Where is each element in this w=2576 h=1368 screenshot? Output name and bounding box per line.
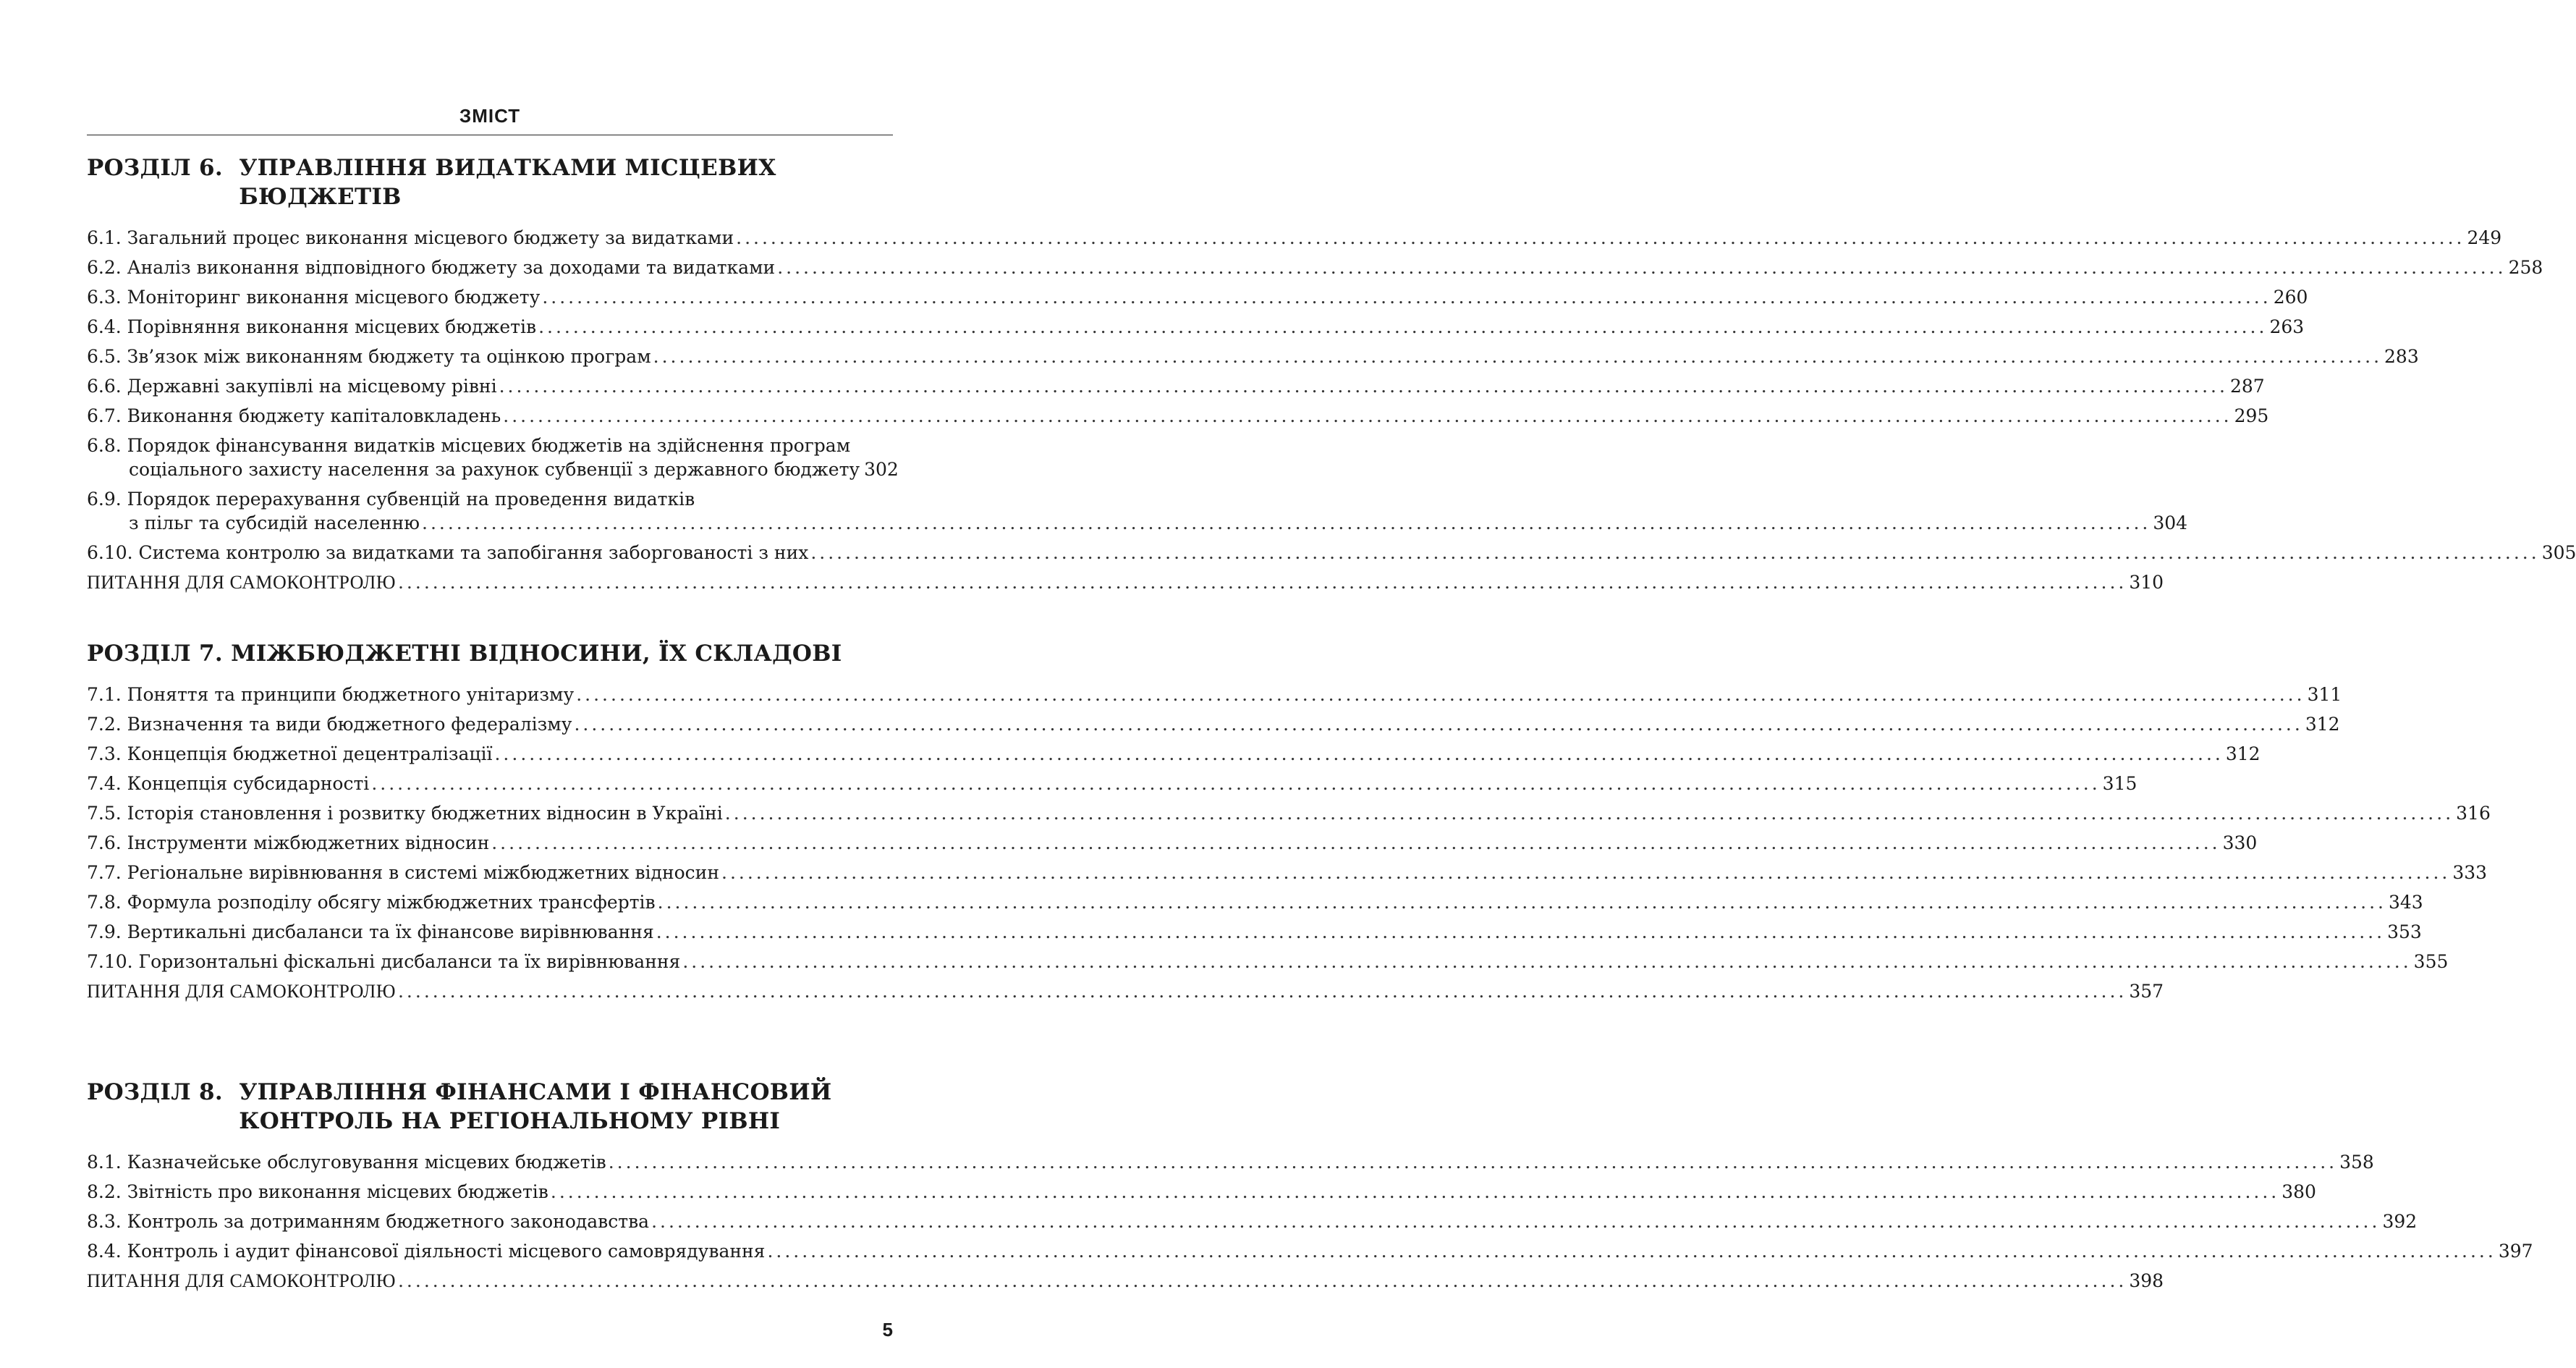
toc-entry-text: 8.2. Звітність про виконання місцевих бюджетів — [87, 1181, 548, 1202]
toc-entry-text: 7.1. Поняття та принципи бюджетного унітаризму — [87, 684, 575, 705]
toc-page-number: 260 — [2273, 287, 2308, 308]
toc-entry — [87, 831, 2258, 855]
toc-page-number: 310 — [2129, 572, 2164, 593]
toc-entry — [87, 1150, 2374, 1174]
toc-entry-text: 6.2. Аналіз виконання відповідного бюджету за доходами та видатками — [87, 257, 776, 278]
toc-entry-text: ПИТАННЯ ДЛЯ САМОКОНТРОЛЮ — [87, 572, 396, 593]
toc-entry-text: 6.3. Моніторинг виконання місцевого бюджету — [87, 287, 541, 308]
toc-page-number: 316 — [2456, 803, 2491, 824]
section-number: РОЗДІЛ 8. — [87, 1079, 240, 1105]
toc-entry — [87, 487, 2188, 535]
toc-entry-text: 7.8. Формула розподілу обсягу міжбюджетних трансфертів — [87, 892, 656, 913]
toc-entry-text: 8.3. Контроль за дотриманням бюджетного законодавства — [87, 1211, 650, 1232]
toc-page-number: 287 — [2229, 376, 2265, 397]
toc-page-number: 343 — [2388, 892, 2423, 913]
toc-entry — [87, 226, 2502, 250]
toc-entry — [87, 890, 2423, 914]
dot-leader: ........................................................................................................................................................................................................ — [494, 743, 2224, 764]
dot-leader: ........................................................................................................................................................................................................ — [767, 1241, 2496, 1262]
dot-leader: ........................................................................................................................................................................................................ — [371, 773, 2101, 794]
dot-leader: ........................................................................................................................................................................................................ — [550, 1181, 2280, 1202]
section-7 — [87, 639, 2491, 1009]
dot-leader: ........................................................................................................................................................................................................ — [810, 542, 2540, 563]
dot-leader: ........................................................................................................................................................................................................ — [736, 227, 2465, 248]
toc-entry-text: 7.5. Історія становлення і розвитку бюджетних відносин в Україні — [87, 803, 723, 824]
toc-page-number: 353 — [2387, 921, 2422, 942]
toc-entry-text-line: 6.8. Порядок фінансування видатків місцевих бюджетів на здійснення програм — [87, 435, 851, 456]
toc-entry-text: 6.10. Система контролю за видатками та запобігання заборгованості з них — [87, 542, 809, 563]
dot-leader: ........................................................................................................................................................................................................ — [777, 257, 2507, 278]
toc-entry-questions — [87, 1269, 2164, 1293]
toc-entry — [87, 801, 2491, 825]
toc-entry — [87, 1209, 2418, 1233]
toc-page-number: 312 — [2225, 743, 2261, 764]
toc-page-number: 304 — [2153, 512, 2188, 533]
toc-entry-text: 6.6. Державні закупівлі на місцевому рівні — [87, 376, 497, 397]
toc-entry-text: 6.7. Виконання бюджету капіталовкладень — [87, 405, 501, 426]
section-heading — [87, 1078, 893, 1136]
toc-entry-text: 7.4. Концепція субсидарності — [87, 773, 370, 794]
dot-leader: ........................................................................................................................................................................................................ — [538, 316, 2268, 337]
dot-leader: ........................................................................................................................................................................................................ — [542, 287, 2271, 308]
toc-entry-text: 7.10. Горизонтальні фіскальні дисбаланси та їх вирівнювання — [87, 951, 681, 972]
section-8 — [87, 1078, 2533, 1299]
toc-entry-text: з пільг та субсидій населенню — [129, 512, 420, 533]
toc-entry — [87, 541, 2576, 565]
toc-entry — [87, 285, 2308, 309]
toc-entry — [87, 742, 2261, 766]
dot-leader: ........................................................................................................................................................................................................ — [721, 862, 2451, 883]
section-title-text: МІЖБЮДЖЕТНІ ВІДНОСИНИ, ЇХ СКЛАДОВІ — [231, 641, 842, 667]
toc-entry-text: ПИТАННЯ ДЛЯ САМОКОНТРОЛЮ — [87, 1270, 396, 1291]
dot-leader: ........................................................................................................................................................................................................ — [574, 714, 2303, 735]
section-heading — [87, 639, 893, 668]
toc-page-number: 358 — [2339, 1152, 2374, 1173]
toc-entry-text: 6.4. Порівняння виконання місцевих бюджетів — [87, 316, 537, 337]
toc-page-number: 283 — [2384, 346, 2419, 367]
dot-leader: ........................................................................................................................................................................................................ — [397, 981, 2127, 1002]
toc-entry — [87, 861, 2488, 884]
toc-entry — [87, 1239, 2533, 1263]
toc-page-number: 295 — [2234, 405, 2269, 426]
toc-page-number: 398 — [2129, 1270, 2164, 1291]
toc-entry-text: 6.5. Зв’язок між виконанням бюджету та оцінкою програм — [87, 346, 651, 367]
toc-page-number: 263 — [2269, 316, 2305, 337]
toc-entry — [87, 256, 2543, 279]
dot-leader: ........................................................................................................................................................................................................ — [608, 1152, 2338, 1173]
toc-page-number: 330 — [2222, 832, 2258, 853]
dot-leader: ........................................................................................................................................................................................................ — [422, 512, 2151, 533]
dot-leader: ........................................................................................................................................................................................................ — [653, 346, 2383, 367]
toc-page-number: 311 — [2307, 684, 2342, 705]
dot-leader: ........................................................................................................................................................................................................ — [491, 832, 2221, 853]
dot-leader: ........................................................................................................................................................................................................ — [656, 921, 2386, 942]
toc-entry-text: 8.1. Казначейське обслуговування місцевих бюджетів — [87, 1152, 606, 1173]
toc-entry — [87, 712, 2340, 736]
toc-entry-text: 7.7. Регіональне вирівнювання в системі міжбюджетних відносин — [87, 862, 719, 883]
toc-entry — [87, 1180, 2316, 1204]
toc-page-number: 355 — [2413, 951, 2449, 972]
toc-entry-text: 7.6. Інструменти міжбюджетних відносин — [87, 832, 490, 853]
toc-entry — [87, 683, 2342, 706]
toc-entry — [87, 434, 899, 481]
dot-leader: ........................................................................................................................................................................................................ — [397, 572, 2127, 593]
dot-leader: ........................................................................................................................................................................................................ — [724, 803, 2454, 824]
toc-entry — [87, 920, 2422, 944]
page-number: 5 — [882, 1319, 893, 1340]
toc-entry-text: 6.1. Загальний процес виконання місцевого бюджету за видатками — [87, 227, 734, 248]
toc-entry — [87, 374, 2265, 398]
page-title: ЗМІСТ — [459, 105, 521, 127]
toc-page-number: 357 — [2129, 981, 2164, 1002]
toc-entry-text: ПИТАННЯ ДЛЯ САМОКОНТРОЛЮ — [87, 981, 396, 1002]
toc-entry — [87, 772, 2138, 795]
toc-entry-text: 7.2. Визначення та види бюджетного федералізму — [87, 714, 572, 735]
toc-list — [87, 683, 2491, 1003]
toc-page-number: 249 — [2467, 227, 2502, 248]
toc-page-number: 380 — [2281, 1181, 2316, 1202]
toc-page-number: 397 — [2498, 1241, 2533, 1262]
section-number: РОЗДІЛ 6. — [87, 155, 240, 181]
section-title-line: УПРАВЛІННЯ ФІНАНСАМИ І ФІНАНСОВИЙ — [239, 1079, 832, 1105]
toc-list — [87, 226, 2576, 594]
dot-leader: ........................................................................................................................................................................................................ — [651, 1211, 2381, 1232]
dot-leader: ........................................................................................................................................................................................................ — [499, 376, 2228, 397]
dot-leader: ........................................................................................................................................................................................................ — [682, 951, 2412, 972]
toc-entry — [87, 950, 2449, 974]
section-heading — [87, 153, 893, 211]
toc-page-number: 333 — [2452, 862, 2488, 883]
toc-entry-text: 7.3. Концепція бюджетної децентралізації — [87, 743, 493, 764]
section-title-text: УПРАВЛІННЯ ВИДАТКАМИ МІСЦЕВИХ БЮДЖЕТІВ — [239, 155, 776, 210]
dot-leader: ........................................................................................................................................................................................................ — [657, 892, 2386, 913]
toc-page-number: 312 — [2305, 714, 2340, 735]
toc-list — [87, 1150, 2533, 1293]
toc-entry-questions — [87, 570, 2164, 594]
toc-entry-text: соціального захисту населення за рахунок субвенції з державного бюджету — [129, 459, 860, 480]
toc-entry — [87, 404, 2269, 428]
toc-page-number: 315 — [2102, 773, 2138, 794]
toc-page-number: 392 — [2382, 1211, 2418, 1232]
toc-entry — [87, 345, 2419, 368]
toc-page-number: 302 — [864, 459, 899, 480]
toc-entry — [87, 315, 2305, 339]
toc-entry-text-line: 6.9. Порядок перерахування субвенцій на проведення видатків — [87, 489, 695, 510]
dot-leader: ........................................................................................................................................................................................................ — [503, 405, 2232, 426]
section-number: РОЗДІЛ 7. — [87, 641, 232, 667]
toc-entry-text: 8.4. Контроль і аудит фінансової діяльності місцевого самоврядування — [87, 1241, 766, 1262]
dot-leader: ........................................................................................................................................................................................................ — [397, 1270, 2127, 1291]
toc-entry-questions — [87, 979, 2164, 1003]
toc-page-number: 305 — [2541, 542, 2576, 563]
section-6 — [87, 153, 2576, 600]
section-title-text — [239, 1078, 893, 1136]
toc-entry-text: 7.9. Вертикальні дисбаланси та їх фінансове вирівнювання — [87, 921, 654, 942]
dot-leader: ........................................................................................................................................................................................................ — [576, 684, 2305, 705]
section-title-line: КОНТРОЛЬ НА РЕГІОНАЛЬНОМУ РІВНІ — [239, 1108, 781, 1134]
toc-page-number: 258 — [2508, 257, 2543, 278]
